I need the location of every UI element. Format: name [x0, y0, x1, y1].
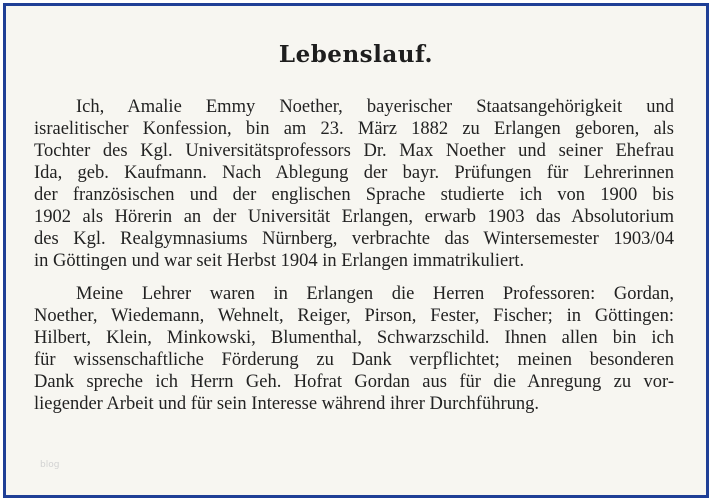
- paragraph-1-line-2: israelitischer Konfession, bin am 23. März 1882 zu Erlangen geboren, als: [34, 119, 674, 139]
- paragraph-1-line-6: 1902 als Hörerin an der Universität Erlangen, erwarb 1903 das Absolutorium: [34, 207, 674, 227]
- paragraph-2-line-1: Meine Lehrer waren in Erlangen die Herren Professoren: Gordan,: [76, 284, 674, 304]
- paragraph-2-line-2: Noether, Wiedemann, Wehnelt, Reiger, Pirson, Fester, Fischer; in Göttingen:: [34, 306, 674, 326]
- paragraph-1-line-7: des Kgl. Realgymnasiums Nürnberg, verbrachte das Wintersemester 1903/04: [34, 229, 674, 249]
- document-frame: [3, 3, 709, 498]
- paragraph-2-line-6: liegender Arbeit und für sein Interesse während ihrer Durchführung.: [34, 394, 539, 414]
- document-title: Lebenslauf.: [278, 41, 434, 68]
- document-page: [6, 6, 706, 495]
- paragraph-2-line-5: Dank spreche ich Herrn Geh. Hofrat Gordan aus für die Anregung zu vor-: [34, 372, 674, 392]
- paragraph-1-line-8: in Göttingen und war seit Herbst 1904 in Erlangen immatrikuliert.: [34, 251, 525, 271]
- paragraph-1-line-5: der französischen und der englischen Sprache studierte ich von 1900 bis: [34, 185, 674, 205]
- paragraph-1-line-4: Ida, geb. Kaufmann. Nach Ablegung der bayr. Prüfungen für Lehrerinnen: [34, 163, 674, 183]
- paragraph-1-line-1: Ich, Amalie Emmy Noether, bayerischer Staatsangehörigkeit und: [76, 97, 674, 117]
- watermark-text: blog: [40, 460, 60, 470]
- paragraph-2-line-4: für wissenschaftliche Förderung zu Dank verpflichtet; meinen besonderen: [34, 350, 674, 370]
- paragraph-1-line-3: Tochter des Kgl. Universitätsprofessors Dr. Max Noether und seiner Ehefrau: [34, 141, 674, 161]
- paragraph-2-line-3: Hilbert, Klein, Minkowski, Blumenthal, Schwarzschild. Ihnen allen bin ich: [34, 328, 674, 348]
